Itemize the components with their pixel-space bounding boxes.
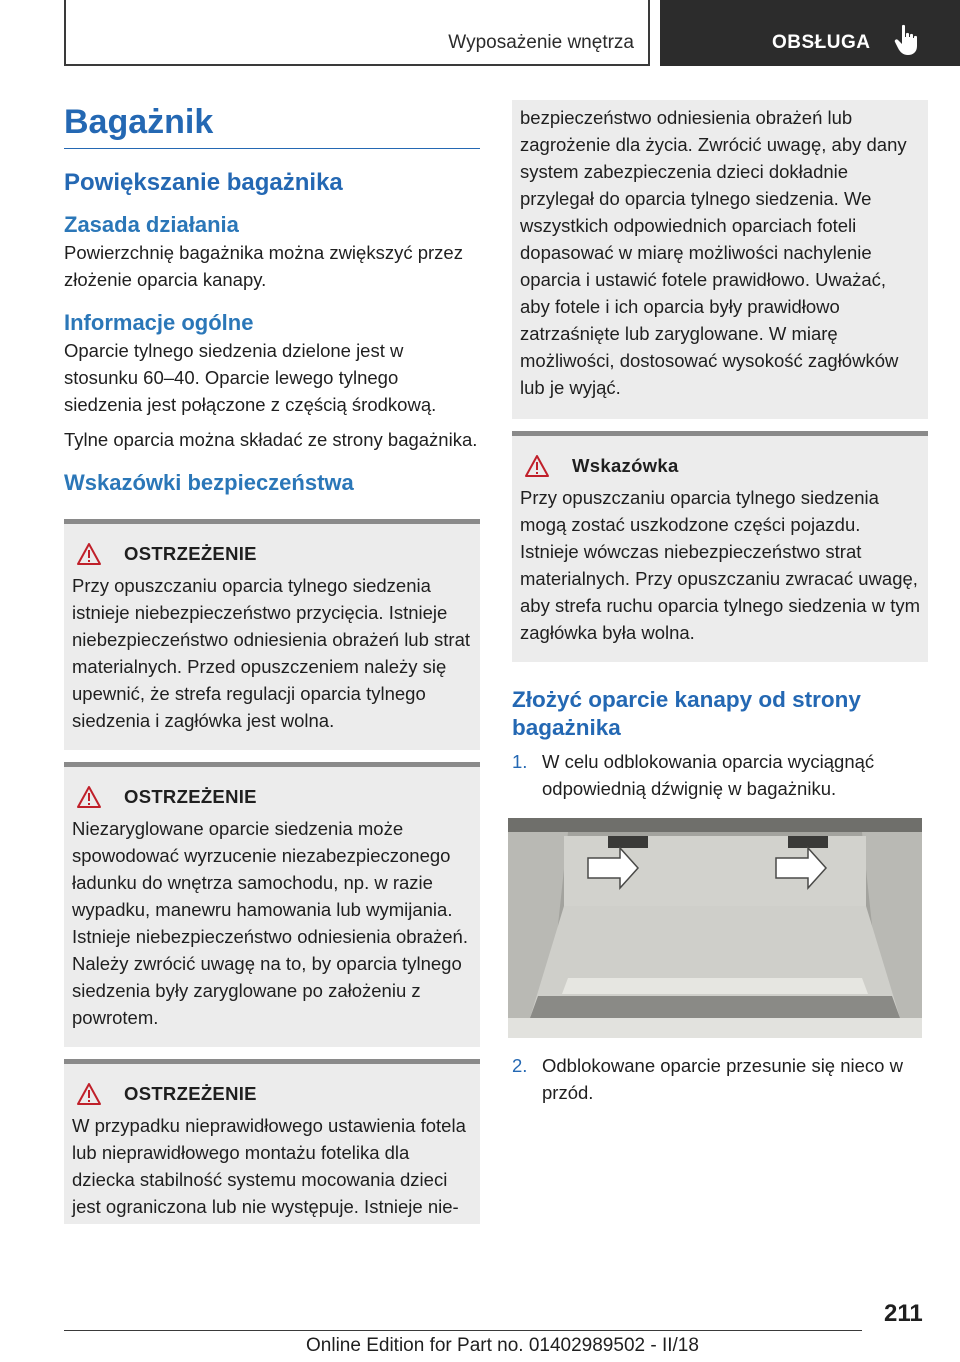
warning-text-continued: bezpieczeństwo odniesienia obrażeń lub zagrożenie dla życia. Zwrócić uwagę, aby dany system zabezpieczenia dzieci dokładnie przylegał do oparcia tylnego siedzenia. We wszystkich odpowiednich oparciach foteli dopasować w miarę możliwości nachylenie oparcia i ustawić fotele prawidłowo. Uważać, aby fotele i ich oparcia były prawidłowo zatrzaśnięte lub zaryglowane. W miarę możliwości, dostosować wysokość zagłówków lub je wyjąć. (520, 107, 907, 398)
step-number: 2. (512, 1055, 528, 1076)
step-text: Odblokowane oparcie przesunie się nieco w przód. (542, 1055, 903, 1103)
warning-triangle-icon (76, 542, 102, 566)
warning-triangle-icon (76, 785, 102, 809)
step-text: W celu odblokowania oparcia wyciągnąć odpowiednią dźwignię w bagażniku. (542, 751, 875, 799)
page-number: 211 (884, 1300, 923, 1327)
step-list-2 (512, 1052, 928, 1106)
note-title: Wskazówka (572, 455, 679, 476)
list-item (512, 1052, 928, 1106)
section-tab (64, 0, 650, 66)
warning-title: OSTRZEŻENIE (124, 1083, 257, 1104)
section-heading: Powiększanie bagażnika (64, 169, 343, 196)
trunk-photo (508, 818, 922, 1038)
warning-text: Przy opuszczaniu oparcia tylnego siedzenia istnieje niebezpieczeństwo przycięcia. Istnieje niebezpieczeństwo odniesienia obrażeń lub strat materialnych. Przed opuszczeniem należy się upewnić, że strefa regulacji oparcia tylnego siedzenia i zagłówka jest wolna. (72, 575, 471, 731)
trunk-illustration (508, 818, 922, 1038)
footer-divider (64, 1330, 862, 1331)
section-title: Wyposażenie wnętrza (448, 32, 634, 53)
warning-title: OSTRZEŻENIE (124, 786, 257, 807)
warning-text: W przypadku nieprawidłowego ustawienia fotela lub nieprawidłowego montażu fotelika dla dziecka stabilność systemu mocowania dzieci jest ograniczona lub nie występuje. Istnieje nie- (72, 1115, 466, 1217)
step-number: 1. (512, 751, 528, 772)
warning-triangle-icon (524, 454, 550, 478)
page-header (0, 0, 960, 66)
warning-triangle-icon (76, 1082, 102, 1106)
list-item (512, 748, 928, 802)
page-title: Bagażnik (64, 100, 480, 149)
safety-heading: Wskazówki bezpieczeństwa (64, 470, 354, 495)
pointing-hand-icon (894, 24, 920, 56)
warning-box-1 (64, 519, 480, 750)
general-heading: Informacje ogólne (64, 310, 254, 335)
step-list (512, 748, 928, 802)
note-text: Przy opuszczaniu oparcia tylnego siedzenia mogą zostać uszkodzone części pojazdu. Istnieje wówczas niebezpieczeństwo strat materialnych. Przy opuszczaniu zwracać uwagę, aby strefa ruchu oparcia tylnego siedzenia w tym zagłówka była wolna. (520, 487, 921, 643)
principle-heading: Zasada działania (64, 212, 239, 237)
right-column (512, 100, 928, 1106)
fold-heading: Złożyć oparcie kanapy od strony bagażnika (512, 687, 861, 740)
warning-box-2 (64, 762, 480, 1047)
warning-box-3-continued (512, 100, 928, 419)
general-text-1: Oparcie tylnego siedzenia dzielone jest w stosunku 60–40. Oparcie lewego tylnego siedzenia jest połączone z częścią środkową. (64, 340, 437, 415)
general-text-2: Tylne oparcia można składać ze strony bagażnika. (64, 429, 478, 450)
warning-title: OSTRZEŻENIE (124, 543, 257, 564)
chapter-title: OBSŁUGA (772, 32, 871, 53)
footer-edition: Online Edition for Part no. 01402989502 - II/18 (306, 1335, 699, 1356)
chapter-tab (660, 0, 960, 66)
principle-text: Powierzchnię bagażnika można zwiększyć przez złożenie oparcia kanapy. (64, 242, 463, 290)
left-column (64, 100, 480, 1224)
warning-text: Niezaryglowane oparcie siedzenia może spowodować wyrzucenie niezabezpieczonego ładunku do wnętrza samochodu, np. w razie wypadku, manewru hamowania lub wymijania. Istnieje niebezpieczeństwo odniesienia obrażeń. Należy zwrócić uwagę na to, by oparcia tylnego siedzenia były zaryglowane po założeniu z powrotem. (72, 818, 468, 1028)
warning-box-3 (64, 1059, 480, 1224)
note-box (512, 431, 928, 662)
